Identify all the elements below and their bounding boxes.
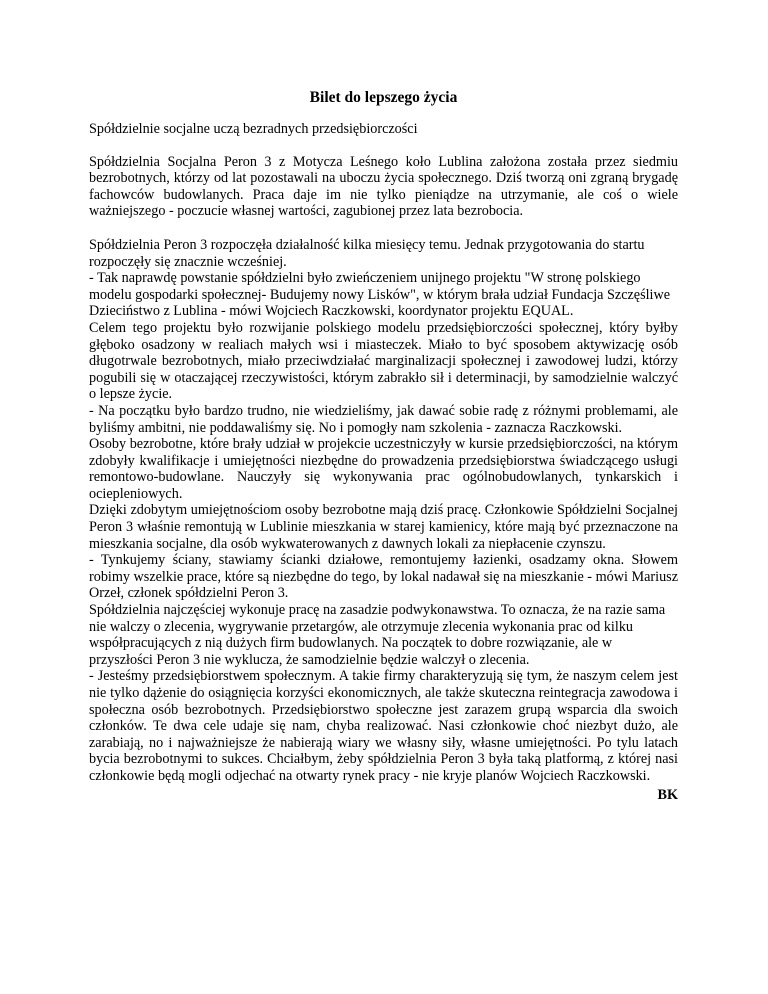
paragraph: Spółdzielnia najczęściej wykonuje pracę na zasadzie podwykonawstwa. To oznacza, że na razie sama nie walczy o zlecenia, wygrywanie przetargów, ale otrzymuje zlecenia wykonania prac od kilku współpracujących z nią dużych firm budowlanych. Na początek to dobre rozwiązanie, ale w przyszłości Peron 3 nie wyklucza, że samodzielnie będzie walczył o zlecenia. bbox=[89, 602, 666, 668]
paragraph: Celem tego projektu było rozwijanie polskiego modelu przedsiębiorczości społecznej, który byłby głęboko osadzony w realiach małych wsi i miasteczek. Miało to być sposobem aktywizację osób długotrwale bezrobotnych, miało przeciwdziałać marginalizacji społecznej i zawodowej ludzi, którzy pogubili się w otaczającej rzeczywistości, którym zabrakło sił i determinacji, by samodzielnie walczyć o lepsze życie. bbox=[89, 319, 678, 403]
paragraph: - Jesteśmy przedsiębiorstwem społecznym. A takie firmy charakteryzują się tym, że naszym celem jest nie tylko dążenie do osiągnięcia korzyści ekonomicznych, ale także skuteczna reintegracja zawodowa i społeczna osób bezrobotnych. Przedsiębiorstwo społeczne jest zarazem grupą wsparcia dla swoich członków. Te dwa cele udaje się nam, chyba realizować. Nasi członkowie choć niezbyt dużo, ale zarabiają, no i najważniejsze że nabierają wiary we własny siły, własne umiejętności. Po tylu latach bycia bezrobotnymi to sukces. Chciałbym, żeby spółdzielnia Peron 3 była taką platformą, z której nasi członkowie będą mogli odjechać na otwarty rynek pracy - nie kryje planów Wojciech Raczkowski. bbox=[89, 668, 678, 784]
document-page bbox=[89, 88, 678, 817]
author-signature: BK bbox=[657, 786, 678, 803]
article-title: Bilet do lepszego życia bbox=[309, 89, 458, 106]
paragraph: Osoby bezrobotne, które brały udział w projekcie uczestniczyły w kursie przedsiębiorczości, na którym zdobyły kwalifikacje i umiejętności niezbędne do prowadzenia przedsiębiorstwa świadczącego usługi remontowo-budowlane. Nauczyły się wykonywania prac ogólnobudowlanych, tynkarskich i ociepleniowych. bbox=[89, 436, 678, 502]
article-intro: Spółdzielnia Socjalna Peron 3 z Motycza Leśnego koło Lublina założona została przez siedmiu bezrobotnych, którzy od lat pozostawali na uboczu życia społecznego. Dziś tworzą oni zgraną brygadę fachowców budowlanych. Praca daje im nie tylko pieniądze na utrzymanie, ale coś o wiele ważniejszego - poczucie własnej wartości, zagubionej przez lata bezrobocia. bbox=[89, 153, 678, 220]
paragraph: - Tynkujemy ściany, stawiamy ścianki działowe, remontujemy łazienki, osadzamy okna. Słowem robimy wszelkie prace, które są niezbędne do tego, by lokal nadawał się na mieszkanie - mówi Mariusz Orzeł, członek spółdzielni Peron 3. bbox=[89, 552, 678, 602]
paragraph: - Na początku było bardzo trudno, nie wiedzieliśmy, jak dawać sobie radę z różnymi problemami, ale byliśmy ambitni, nie poddawaliśmy się. No i pomogły nam szkolenia - zaznacza Raczkowski. bbox=[89, 402, 678, 436]
paragraph: - Tak naprawdę powstanie spółdzielni było zwieńczeniem unijnego projektu "W stronę polskiego modelu gospodarki społecznej- Budujemy nowy Lisków", w którym brała udział Fundacja Szczęśliwe Dzieciństwo z Lublina - mówi Wojciech Raczkowski, koordynator projektu EQUAL. bbox=[89, 270, 671, 320]
paragraph: Dzięki zdobytym umiejętnościom osoby bezrobotne mają dziś pracę. Członkowie Spółdzielni Socjalnej Peron 3 właśnie remontują w Lublinie mieszkania w starej kamienicy, które mają być przeznaczone na mieszkania socjalne, dla osób wykwaterowanych z dawnych lokali za niepłacenie czynszu. bbox=[89, 502, 678, 552]
article-body bbox=[89, 237, 678, 785]
paragraph: Spółdzielnia Peron 3 rozpoczęła działalność kilka miesięcy temu. Jednak przygotowania do startu rozpoczęły się znacznie wcześniej. bbox=[89, 236, 645, 270]
article-subtitle: Spółdzielnie socjalne uczą bezradnych przedsiębiorczości bbox=[89, 121, 418, 137]
